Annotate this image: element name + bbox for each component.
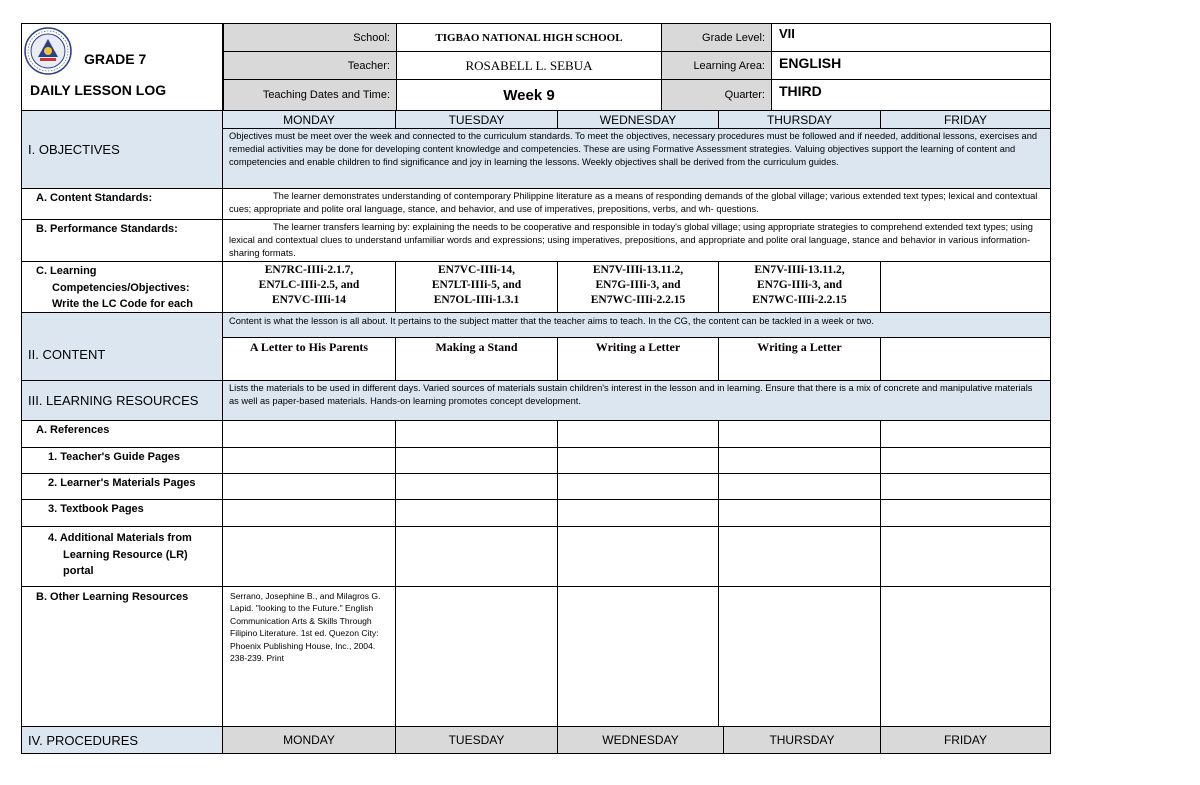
topic-tuesday: Making a Stand [395, 337, 558, 381]
teacher-label: Teacher: [223, 51, 397, 80]
lr-portal-wednesday [557, 526, 719, 587]
other-resources-wednesday [557, 586, 719, 727]
procedures-day-friday: FRIDAY [880, 726, 1051, 754]
grade-level-label: Grade Level: [661, 23, 772, 52]
lc-code-line: EN7WC-IIIi-2.2.15 [590, 294, 686, 306]
resources-title: III. LEARNING RESOURCES [21, 380, 223, 421]
tg-pages-friday [880, 447, 1051, 474]
references-label [21, 420, 223, 448]
other-resources-label-text: B. Other Learning Resources [36, 591, 189, 603]
other-resources-tuesday [395, 586, 558, 727]
lr-portal-friday [880, 526, 1051, 587]
other-resources-friday [880, 586, 1051, 727]
header-title-block [21, 23, 223, 111]
lc-code-thursday [718, 261, 881, 313]
references-label-text: A. References [36, 424, 110, 436]
procedures-title: IV. PROCEDURES [21, 726, 223, 754]
school-label: School: [223, 23, 397, 52]
lc-code-line: EN7V-IIIi-13.11.2, [754, 264, 845, 276]
content-standards-label-text: A. Content Standards: [36, 192, 153, 204]
lm-pages-friday [880, 473, 1051, 500]
topic-friday [880, 337, 1051, 381]
quarter-label: Quarter: [661, 79, 772, 111]
day-header-tuesday: TUESDAY [395, 110, 558, 129]
tg-pages-monday [222, 447, 396, 474]
lc-code-line: EN7WC-IIIi-2.2.15 [752, 294, 847, 306]
day-header-wednesday: WEDNESDAY [557, 110, 719, 129]
other-resources-label [21, 586, 223, 727]
deped-seal-icon [24, 27, 72, 75]
lr-portal-line2: Learning Resource (LR) [63, 548, 188, 561]
content-standards-text: The learner demonstrates understanding of contemporary Philippine literature as a means of responding demands of the global village; various extended text types; lexical and contextual cues; appropriate and polite oral language, stance, and behavior, and use of imperatives, prepositions, verbs, and wh- questions. [222, 188, 1051, 220]
grade-level-value [771, 23, 1051, 52]
tg-pages-tuesday [395, 447, 558, 474]
procedures-day-thursday: THURSDAY [723, 726, 881, 754]
other-resources-thursday [718, 586, 881, 727]
tg-pages-label-text: 1. Teacher's Guide Pages [48, 451, 181, 463]
references-wednesday [557, 420, 719, 448]
tg-pages-label [21, 447, 223, 474]
lc-code-line: EN7VC-IIIi-14, [438, 264, 515, 276]
textbook-pages-friday [880, 499, 1051, 527]
lc-code-line: EN7LT-IIIi-5, and [431, 279, 522, 291]
other-resources-citation: Serrano, Josephine B., and Milagros G. Lapid. "looking to the Future." English Communication Arts & Skills Through Filipino Literature. 1st ed. Quezon City: Phoenix Publishing House, Inc., 2004. 238-239. Print [230, 591, 381, 664]
objectives-title: I. OBJECTIVES [21, 110, 223, 189]
quarter-text: THIRD [779, 83, 822, 99]
lc-code-line: EN7V-IIIi-13.11.2, [592, 264, 684, 276]
references-tuesday [395, 420, 558, 448]
content-title: II. CONTENT [21, 312, 223, 381]
lr-portal-monday [222, 526, 396, 587]
lr-portal-thursday [718, 526, 881, 587]
teacher-value: ROSABELL L. SEBUA [396, 51, 662, 80]
competencies-label-line3: Write the LC Code for each [52, 298, 193, 310]
content-standards-label [21, 188, 223, 220]
lc-code-line: EN7G-IIIi-3, and [595, 279, 681, 291]
lc-code-tuesday [395, 261, 558, 313]
lm-pages-label [21, 473, 223, 500]
textbook-pages-monday [222, 499, 396, 527]
log-title: DAILY LESSON LOG [30, 82, 167, 98]
other-resources-monday [222, 586, 396, 727]
lr-portal-line1: 4. Additional Materials from [48, 532, 192, 544]
lc-code-line: EN7RC-IIIi-2.1.7, [264, 264, 354, 276]
textbook-pages-wednesday [557, 499, 719, 527]
lm-pages-monday [222, 473, 396, 500]
references-monday [222, 420, 396, 448]
dates-value: Week 9 [396, 79, 662, 111]
lr-portal-label [21, 526, 223, 587]
lm-pages-label-text: 2. Learner's Materials Pages [48, 477, 196, 489]
topic-wednesday: Writing a Letter [557, 337, 719, 381]
lc-code-line: EN7VC-IIIi-14 [271, 294, 347, 306]
competencies-label-line2: Competencies/Objectives: [52, 281, 190, 294]
lc-code-friday [880, 261, 1051, 313]
learning-area-text: ENGLISH [779, 55, 842, 71]
tg-pages-wednesday [557, 447, 719, 474]
day-header-friday: FRIDAY [880, 110, 1051, 129]
objectives-description: Objectives must be meet over the week and connected to the curriculum standards. To meet the objectives, necessary procedures must be followed and if needed, additional lessons, exercises and remedial activities may be done for developing content knowledge and competencies. These are using Formative Assessment strategies. Valuing objectives support the learning of content and competencies and enable children to find significance and joy in learning the lessons. Weekly objectives shall be derived from the curriculum guides. [222, 128, 1051, 189]
performance-standards-label [21, 219, 223, 262]
performance-standards-text: The learner transfers learning by: explaining the needs to be cooperative and responsible in today's global village; using appropriate strategies to comprehend extended text types; using lexical and contextual clues to understand unfamiliar words and expressions; using imperatives, prepositions, and appropriate and polite oral language, stance and behavior in various information-sharing formats. [222, 219, 1051, 262]
lm-pages-thursday [718, 473, 881, 500]
topic-thursday: Writing a Letter [718, 337, 881, 381]
tg-pages-thursday [718, 447, 881, 474]
grade-heading: GRADE 7 [84, 51, 147, 67]
lc-code-line: EN7LC-IIIi-2.5, and [258, 279, 360, 291]
day-header-thursday: THURSDAY [718, 110, 881, 129]
references-friday [880, 420, 1051, 448]
references-thursday [718, 420, 881, 448]
performance-standards-label-text: B. Performance Standards: [36, 223, 178, 235]
lr-portal-tuesday [395, 526, 558, 587]
content-description: Content is what the lesson is all about. It pertains to the subject matter that the teacher aims to teach. In the CG, the content can be tackled in a week or two. [222, 312, 1051, 338]
competencies-label-line1: C. Learning [36, 265, 97, 277]
textbook-pages-label [21, 499, 223, 527]
lr-portal-line3: portal [63, 565, 94, 577]
procedures-day-wednesday: WEDNESDAY [557, 726, 724, 754]
lc-code-wednesday [557, 261, 719, 313]
learning-area-value [771, 51, 1051, 80]
procedures-day-monday: MONDAY [222, 726, 396, 754]
dates-label: Teaching Dates and Time: [223, 79, 397, 111]
lc-code-line: EN7G-IIIi-3, and [757, 279, 842, 291]
lc-code-monday [222, 261, 396, 313]
textbook-pages-thursday [718, 499, 881, 527]
learning-area-label: Learning Area: [661, 51, 772, 80]
resources-description: Lists the materials to be used in different days. Varied sources of materials sustain children's interest in the lesson and in learning. Ensure that there is a mix of concrete and manipulative materials as well as paper-based materials. Hands-on learning promotes concept development. [222, 380, 1051, 421]
lm-pages-wednesday [557, 473, 719, 500]
topic-monday: A Letter to His Parents [222, 337, 396, 381]
grade-level-text: VII [779, 26, 795, 41]
quarter-value [771, 79, 1051, 111]
competencies-label [21, 261, 223, 313]
school-value: TIGBAO NATIONAL HIGH SCHOOL [396, 23, 662, 52]
lc-code-line: EN7OL-IIIi-1.3.1 [433, 294, 520, 306]
procedures-day-tuesday: TUESDAY [395, 726, 558, 754]
textbook-pages-tuesday [395, 499, 558, 527]
day-header-monday: MONDAY [222, 110, 396, 129]
lm-pages-tuesday [395, 473, 558, 500]
textbook-pages-label-text: 3. Textbook Pages [48, 503, 144, 515]
